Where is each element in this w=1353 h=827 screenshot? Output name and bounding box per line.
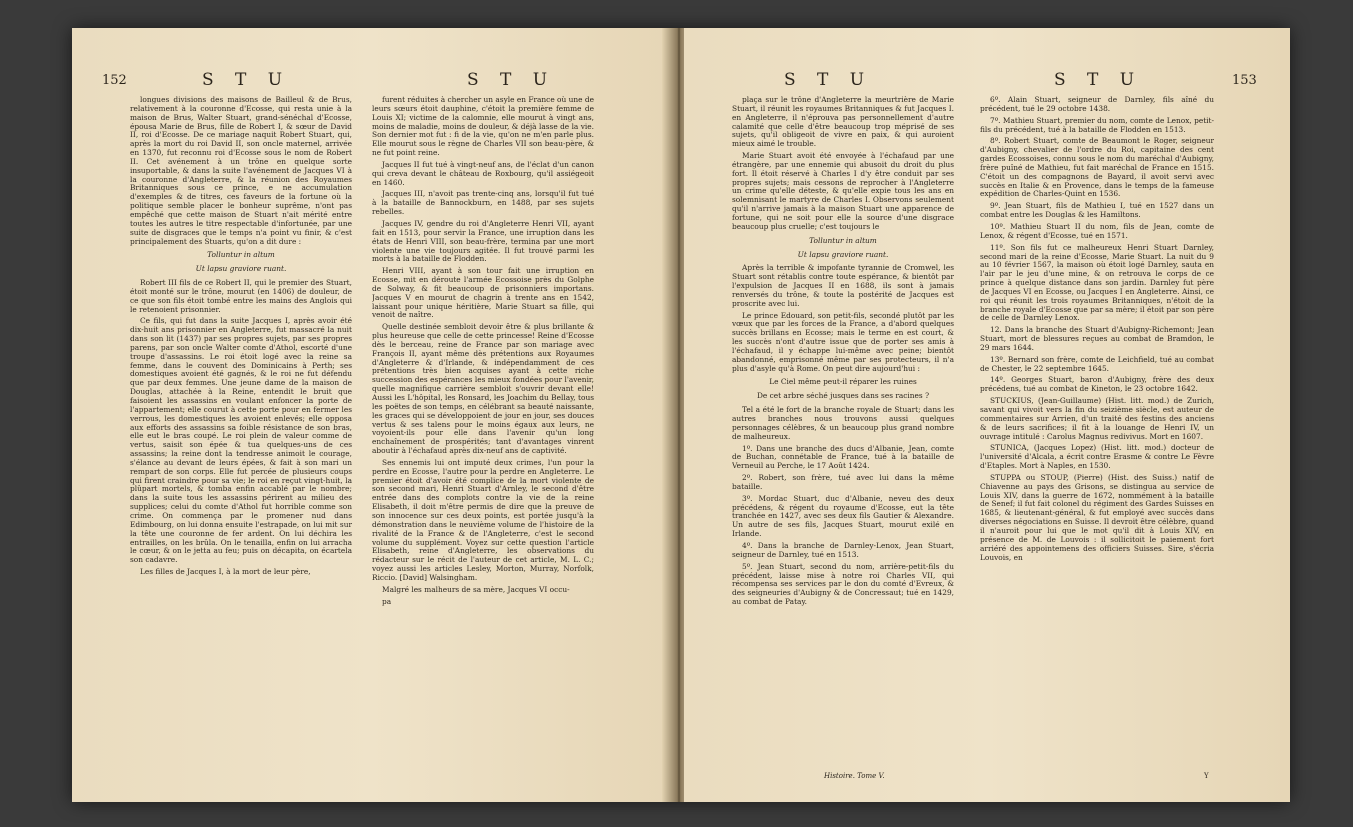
paragraph: Ses ennemis lui ont imputé deux crimes, l'un pour la perdre en Ecosse, l'autre pour la perdre en Angleterre. Le premier étoit d'avoir été complice de la mort violente de son second mari, Henri Stuart d'Arnley, le second d'être entrée dans des complots contre la vie de la reine Elisabeth, il doit m'être permis de dire que la preuve de son innocence sur ces deux points, est portée jusqu'à la démonstration dans le neuvième volume de l'histoire de la rivalité de la France & de l'Angleterre, c'est le second volume du supplément. Voyez sur cette question l'article Elisabeth, reine d'Angleterre, les observations du rédacteur sur le récit de l'auteur de cet article, M. L. C.; voyez aussi les articles Lesley, Morton, Murray, Norfolk, Riccio. [David] Walsingham.: [372, 457, 594, 582]
paragraph: Jacques II fut tué à vingt-neuf ans, de l'éclat d'un canon qui creva devant le château de Roxbourg, qu'il assiégeoit en 1460.: [372, 159, 594, 187]
paragraph: 8º. Robert Stuart, comte de Beaumont le Roger, seigneur d'Aubigny, chevalier de l'ordre du Roi, capitaine des cent gardes Ecossoises, connu sous le nom du maréchal d'Aubigny, frère puîné de Mathieu, fut fait maréchal de France en 1515. C'étoit un des compagnons de Bayard, il avoit servi avec succès en Italie & en Provence, dans le temps de la fameuse expédition de Charles-Quint en 1536.: [980, 136, 1214, 199]
paragraph: Ut lapsu graviore ruant.: [195, 264, 287, 274]
paragraph: Ce fils, qui fut dans la suite Jacques I, après avoir été dix-huit ans prisonnier en Angleterre, fut massacré la nuit dans son lit (1437) par ses propres sujets, par ses propres parens, par son oncle Walter comte d'Athol, escorté d'une troupe d'assassins. Le roi étoit logé avec la reine sa femme, dans le couvent des Dominicains à Perth; ses domestiques avoient été gagnés, & le roi ne fut défendu que par deux femmes. Une jeune dame de la maison de Douglas, attachée à la Reine, entendit le bruit que faisoient les assassins en voulant enfoncer la porte de l'appartement; elle courut à cette porte pour en fermer les verrous, les domestiques les avoient enlevés; elle opposa aux efforts des assassins sa foible résistance de son bras, elle eut le bras coupé. Le roi plein de valeur comme de vertus, saisit son épée & tua quelques-uns de ces assassins; la reine dont la tendresse animoit le courage, s'élance au devant de leurs épées, & fait à son mari un rempart de son corps. Elle fut percée de plusieurs coups qui firent craindre pour sa vie; le roi en reçut vingt-huit, la plûpart mortels, & tomba enfin accablé par le nombre; dans la suite tous les assassins périrent au milieu des supplices; celui du comte d'Athol fut horrible comme son crime. On commença par le promener nud dans Edimbourg, on lui donna ensuite l'estrapade, on lui mit sur la tête une couronne de fer ardent. On lui déchira les entrailles, on les brûla. On le tenailla, enfin on lui arracha le cœur, & on le jetta au feu; puis on décapita, on écartela son cadavre.: [130, 316, 352, 565]
paragraph: furent réduites à chercher un asyle en France où une de leurs sœurs étoit dauphine, c'étoit la première femme de Louis XI; victime de la calomnie, elle mourut à vingt ans, moins de maladie, moins de douleur, & déjà lasse de la vie. Son dernier mot fut : fi de la vie, qu'on ne m'en parle plus. Elle mourut sous le règne de Charles VII son beau-père, & ne fut point reine.: [372, 96, 594, 158]
running-head: S T U: [784, 70, 873, 90]
paragraph: 1º. Dans une branche des ducs d'Albanie, Jean, comte de Buchan, connétable de France, tué à la bataille de Verneuil au Perche, le 17 Août 1424.: [732, 443, 954, 471]
paragraph: Tel a été le fort de la branche royale de Stuart; dans les autres branches nous trouvons aussi quelques personnages célèbres, & un beaucoup plus grand nombre de malheureux.: [732, 405, 954, 441]
paragraph: 11º. Son fils fut ce malheureux Henri Stuart Darnley, second mari de la reine d'Ecosse, Marie Stuart. La nuit du 9 au 10 février 1567, la maison où étoit logé Darnley, sauta en l'air par le jeu d'une mine, & on retrouva le corps de ce prince à quelque distance dans son jardin. Darnley fut père de Jacques VI en Ecosse, ou Jacques I en Angleterre. Ainsi, ce roi qui réunit les trois royaumes Britanniques, n'étoit de la branche royale d'Ecosse que par sa mère; il étoit par son père de celle de Darnley Lenox.: [980, 242, 1214, 323]
running-head: S T U: [1054, 70, 1143, 90]
paragraph: 5º. Jean Stuart, second du nom, arrière-petit-fils du précédent, laisse mise à notre roi Charles VII, qui récompensa ses services par le don du comté d'Evreux, & des seigneuries d'Aubigny & de Concressaut; tué en 1429, au combat de Patay.: [732, 561, 954, 607]
signature-mark: Y: [1204, 772, 1209, 780]
paragraph: Ut lapsu graviore ruant.: [797, 249, 889, 259]
paragraph: 6º. Alain Stuart, seigneur de Darnley, fils aîné du précédent, tué le 29 octobre 1438.: [980, 96, 1214, 113]
paragraph: Le prince Edouard, son petit-fils, secondé plutôt par les vœux que par les forces de la France, a d'abord quelques succès brillans en Ecosse; mais le terme en est court, & les succès n'ont d'autre issue que de porter ses amis à l'échafaud, il y échappe lui-même avec peine; bientôt abandonné, emprisonné même par ses protecteurs, il n'a plus d'asyle qu'à Rome. On peut dire aujourd'hui :: [732, 310, 954, 373]
running-head: S T U: [202, 70, 291, 90]
paragraph: 13º. Bernard son frère, comte de Leichfield, tué au combat de Chester, le 22 septembre 1645.: [980, 354, 1214, 373]
signature-line: Histoire. Tome V.: [824, 772, 885, 780]
paragraph: Jacques IV, gendre du roi d'Angleterre Henri VII, ayant fait en 1513, pour servir la France, une irruption dans les états de Henri VIII, son beau-frère, termina par une mort violente une vie toujours agitée. Il fut trouvé parmi les morts à la bataille de Flodden.: [372, 218, 594, 264]
paragraph: longues divisions des maisons de Bailleul & de Brus, relativement à la couronne d'Ecosse, qui resta unie à la maison de Brus, Walter Stuart, grand-sénéchal d'Ecosse, épousa Marie de Brus, fille de Robert I, & sœur de David II, roi d'Ecosse. De ce mariage naquit Robert Stuart, qui, après la mort du roi David II, son oncle maternel, arrivée en 1370, fut reconnu roi d'Ecosse sous le nom de Robert II. Cet avénement à un trône en quelque sorte insuportable, & dans la suite l'avénement de Jacques VI à la couronne d'Angleterre, & la réunion des Royaumes Britanniques sous ce prince, e ne accumulation d'exemples & de titres, ces faveurs de la fortune où la politique semble placer le bonheur suprême, n'ont pas empêché que cette maison de Stuart n'ait mérité entre toutes les autres le titre respectable d'infortunée, par une suite de disgraces que le temps n'a point vu finir, & c'est principalement des Stuarts, qu'on a dit dure :: [130, 96, 352, 246]
book-spread: [72, 28, 1290, 802]
running-head: S T U: [467, 70, 556, 90]
left-page: [72, 28, 672, 802]
paragraph: Le Ciel même peut-il réparer les ruines: [769, 377, 917, 387]
text-column: [980, 96, 1214, 756]
paragraph: Marie Stuart avoit été envoyée à l'échafaud par une étrangère, par une ennemie qui abusoit du droit du plus fort. Il étoit réservé à Charles I d'y être conduit par ses propres sujets; mais cessons de reprocher à l'Angleterre un crime qu'elle déteste, & qu'elle expie tous les ans en solemnisant le martyre de Charles I. Observons seulement qu'il n'arrive jamais à la maison Stuart une apparence de fortune, qui ne soit pour elle la source d'une disgrace beaucoup plus cruelle; c'est toujours le: [732, 151, 954, 231]
text-column: [372, 96, 594, 756]
text-column: [732, 96, 954, 756]
paragraph: Après la terrible & impofante tyrannie de Cromwel, les Stuart sont rétablis contre toute espérance, & bientôt par l'expulsion de Jacques II en 1688, ils sont à jamais renversés du trône, & toute la postérité de Jacques est proscrite avec lui.: [732, 263, 954, 308]
paragraph: 10º. Mathieu Stuart II du nom, fils de Jean, comte de Lenox, & régent d'Ecosse, tué en 1571.: [980, 221, 1214, 240]
paragraph: 7º. Mathieu Stuart, premier du nom, comte de Lenox, petit-fils du précédent, tué à la bataille de Flodden en 1513.: [980, 115, 1214, 134]
paragraph: Tolluntur in altum: [207, 250, 275, 260]
paragraph: plaça sur le trône d'Angleterre la meurtrière de Marie Stuart, il réunit les royaumes Britanniques & fut Jacques I. en Angleterre, il n'éprouva pas personnellement d'autre calamité que celle d'être beaucoup trop méprisé de ses sujets, qu'il obligeoit de vivre en paix, & qui auroient mieux aimé le trouble.: [732, 96, 954, 149]
paragraph: 12. Dans la branche des Stuart d'Aubigny-Richemont; Jean Stuart, mort de blessures reçues au combat de Bramdon, le 29 mars 1644.: [980, 325, 1214, 352]
paragraph: pa: [382, 596, 392, 606]
paragraph: 9º. Jean Stuart, fils de Mathieu I, tué en 1527 dans un combat entre les Douglas & les Hamiltons.: [980, 201, 1214, 220]
paragraph: 2º. Robert, son frère, tué avec lui dans la même bataille.: [732, 473, 954, 491]
page-number: 152: [102, 73, 127, 88]
paragraph: STUPPA ou STOUP, (Pierre) (Hist. des Suiss.) natif de Chiavenne au pays des Grisons, se distingua au service de Louis XIV, dans la guerre de 1672, nommément à la bataille de Senef; il fut fait colonel du régiment des Gardes Suisses en 1685, & lieutenant-général, & fut employé avec succès dans diverses négociations en Suisse. Il devroit être célèbre, quand il n'auroit pour lui que le mot qu'il dit à Louis XIV, en présence de M. de Louvois : il sollicitoit le paiement fort arriéré des appointemens des officiers Suisses. Sire, s'écria Louvois, en: [980, 472, 1214, 562]
paragraph: 4º. Dans la branche de Darnley-Lenox, Jean Stuart, seigneur de Darnley, tué en 1513.: [732, 540, 954, 559]
page-number: 153: [1232, 73, 1257, 88]
paragraph: 3º. Mordac Stuart, duc d'Albanie, neveu des deux précédens, & régent du royaume d'Ecosse, eut la tête tranchée en 1427, avec ses deux fils Gautier & Alexandre. Un autre de ses fils, Jacques Stuart, mourut exilé en Irlande.: [732, 493, 954, 539]
paragraph: Malgré les malheurs de sa mère, Jacques VI occu-: [382, 584, 570, 594]
paragraph: Henri VIII, ayant à son tour fait une irruption en Ecosse, mit en déroute l'armée Ecossoise près du Golphe de Solway, & fit beaucoup de prisonniers importans. Jacques V en mourut de chagrin à trente ans en 1542, laissant pour unique héritière, Marie Stuart sa fille, qui venoit de naître.: [372, 266, 594, 320]
text-column: [130, 96, 352, 756]
paragraph: Tolluntur in altum: [809, 235, 877, 245]
paragraph: Quelle destinée sembloit devoir être & plus brillante & plus heureuse que celle de cette princesse! Reine d'Ecosse dès le berceau, reine de France par son mariage avec François II, ayant même dès prétentions aux Royaumes d'Angleterre & d'Irlande, & indépendamment de ces prétentions très bien acquises ayant à cette riche succession des espérances les mieux fondées pour l'avenir, quelle magnifique carrière sembloit s'ouvrir devant elle! Aussi les L'hôpital, les Ronsard, les Joachim du Bellay, tous les poëtes de son temps, en célébrant sa beauté naissante, les graces qui se développoient de jour en jour, ses douces vertus & ses talens pour le moins égaux aux leurs, ne voyoient-ils pour elle dans l'avenir qu'un long enchaînement de prospérités; tant d'avantages vinrent aboutir à l'échafaud après dix-neuf ans de captivité.: [372, 322, 594, 456]
paragraph: Robert III fils de ce Robert II, qui le premier des Stuart, étoit monté sur le trône, mourut (en 1406) de douleur, de ce que son fils étoit tombé entre les mains des Anglois qui le retenoient prisonnier.: [130, 278, 352, 314]
paragraph: STUNICA, (Jacques Lopez) (Hist. litt. mod.) docteur de l'université d'Alcala, a écrit contre Erasme & contre Le Fèvre d'Etaples. Mort à Naples, en 1530.: [980, 443, 1214, 471]
paragraph: De cet arbre séché jusques dans ses racines ?: [756, 391, 930, 401]
paragraph: Les filles de Jacques I, à la mort de leur père,: [140, 567, 311, 577]
paragraph: Jacques III, n'avoit pas trente-cinq ans, lorsqu'il fut tué à la bataille de Bannockburn, en 1488, par ses sujets rebelles.: [372, 189, 594, 217]
paragraph: 14º. Georges Stuart, baron d'Aubigny, frère des deux précédens, tué au combat de Kineton, le 23 octobre 1642.: [980, 375, 1214, 394]
paragraph: STUCKIUS, (Jean-Guillaume) (Hist. litt. mod.) de Zurich, savant qui vivoit vers la fin du seizième siècle, est auteur de commentaires sur Arrien, d'un traité des festins des anciens & de leurs sacrifices; il fit à la louange de Henri IV, un ouvrage intitulé : Carolus Magnus redivivus. Mort en 1607.: [980, 396, 1214, 441]
right-page: [684, 28, 1290, 802]
